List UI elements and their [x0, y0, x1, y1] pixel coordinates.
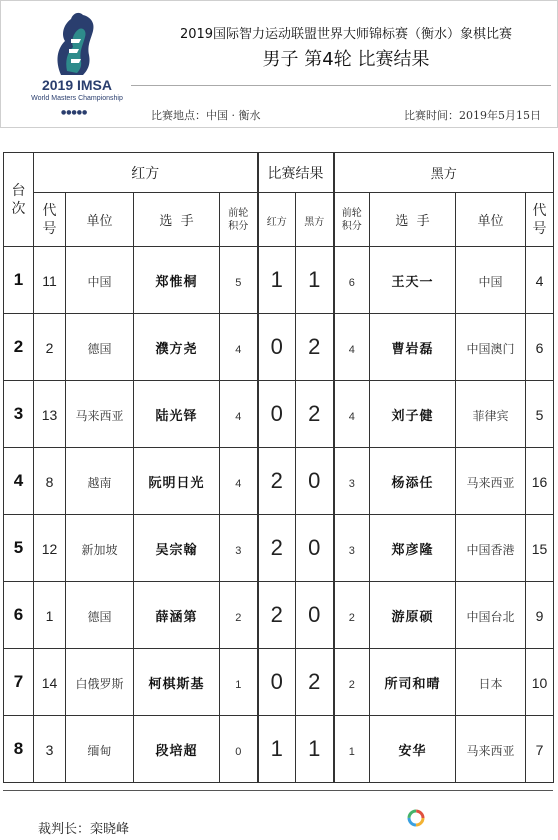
black-player-cell: [370, 448, 456, 515]
black-prev-points-cell: [334, 247, 370, 314]
table-row: [4, 649, 554, 716]
red-score: 0: [270, 334, 283, 359]
red-code-header: [34, 193, 66, 247]
red-player-cell: [134, 649, 220, 716]
black-player-cell: [370, 515, 456, 582]
board-number: 4: [13, 471, 24, 490]
red-unit: 德国: [87, 341, 112, 356]
black-code: 16: [531, 473, 548, 490]
board-number-cell: [4, 381, 34, 448]
table-row: [4, 582, 554, 649]
red-prev-points: 4: [235, 410, 242, 423]
black-player: 刘子健: [391, 408, 434, 424]
black-player: 曹岩磊: [391, 341, 434, 357]
black-unit-cell: [456, 381, 526, 448]
black-code: 9: [535, 607, 544, 624]
black-player: 杨添任: [391, 475, 434, 491]
red-unit-cell: [66, 448, 134, 515]
black-prev-points: 1: [348, 745, 355, 758]
results-table: [3, 152, 554, 783]
red-code: 3: [45, 741, 54, 758]
black-score-cell: [296, 314, 334, 381]
board-number-cell: [4, 448, 34, 515]
black-player: 所司和晴: [384, 676, 441, 692]
red-code: 14: [41, 674, 58, 691]
black-score-cell: [296, 649, 334, 716]
red-unit: 新加坡: [81, 542, 118, 557]
black-unit: 中国香港: [466, 542, 515, 557]
red-side-label: 红方: [131, 165, 160, 182]
black-score-cell: [296, 247, 334, 314]
black-player: 郑彦隆: [391, 542, 434, 558]
black-score: 0: [308, 535, 321, 560]
black-unit-header: [456, 193, 526, 247]
red-unit-cell: [66, 247, 134, 314]
red-code-cell: [34, 247, 66, 314]
board-number-cell: [4, 582, 34, 649]
black-unit-cell: [456, 649, 526, 716]
black-player-cell: [370, 716, 456, 783]
table-row: [4, 448, 554, 515]
watermark-icon: [406, 808, 426, 828]
red-code: 13: [41, 406, 58, 423]
red-score-cell: [258, 515, 296, 582]
black-score: 2: [308, 334, 321, 359]
black-code: 10: [531, 674, 548, 691]
red-points-label: 前轮积分: [228, 207, 249, 232]
black-prev-points: 3: [348, 477, 355, 490]
red-side-header: [34, 153, 258, 193]
black-prev-points-cell: [334, 649, 370, 716]
black-side-header: [334, 153, 554, 193]
black-score: 1: [308, 267, 321, 292]
black-player-cell: [370, 381, 456, 448]
red-unit-cell: [66, 314, 134, 381]
black-code-cell: [526, 649, 554, 716]
board-number: 3: [13, 404, 24, 423]
red-code: 2: [45, 339, 54, 356]
red-unit: 马来西亚: [75, 408, 124, 423]
red-unit: 缅甸: [87, 743, 112, 758]
red-player: 柯棋斯基: [148, 676, 205, 692]
black-code: 4: [535, 272, 544, 289]
black-unit: 马来西亚: [466, 743, 515, 758]
red-prev-points-cell: [220, 314, 258, 381]
black-prev-points-cell: [334, 582, 370, 649]
date-label: 比赛时间：2019年5月15日: [404, 109, 541, 122]
red-prev-points: 4: [235, 477, 242, 490]
red-score: 0: [270, 669, 283, 694]
table-row: [4, 314, 554, 381]
board-number: 2: [13, 337, 24, 356]
black-code-cell: [526, 381, 554, 448]
black-prev-points-cell: [334, 515, 370, 582]
red-player: 阮明日光: [148, 475, 205, 491]
black-unit-cell: [456, 582, 526, 649]
black-points-header: [334, 193, 370, 247]
board-number: 6: [13, 605, 24, 624]
black-prev-points-cell: [334, 314, 370, 381]
black-unit: 中国台北: [466, 609, 515, 624]
red-score-cell: [258, 448, 296, 515]
result-header: [258, 153, 334, 193]
red-prev-points: 4: [235, 343, 242, 356]
round-title: 男子 第4轮 比赛结果: [262, 49, 430, 70]
red-code: 1: [45, 607, 54, 624]
red-prev-points: 0: [235, 745, 242, 758]
header-row-columns: [4, 193, 554, 247]
black-code-cell: [526, 582, 554, 649]
black-prev-points-cell: [334, 448, 370, 515]
black-score-cell: [296, 515, 334, 582]
venue-label: 比赛地点：中国 · 衡水: [151, 109, 261, 122]
black-score: 0: [308, 602, 321, 627]
red-unit-header: [66, 193, 134, 247]
red-player-cell: [134, 314, 220, 381]
red-code-cell: [34, 448, 66, 515]
board-number-cell: [4, 247, 34, 314]
red-score: 2: [270, 535, 283, 560]
black-player: 安华: [398, 743, 427, 759]
black-prev-points: 2: [348, 611, 355, 624]
black-player-header: [370, 193, 456, 247]
black-code-cell: [526, 247, 554, 314]
red-code: 11: [42, 272, 57, 289]
black-points-label: 前轮积分: [341, 207, 362, 232]
black-prev-points-cell: [334, 381, 370, 448]
red-code: 12: [41, 540, 58, 557]
red-points-header: [220, 193, 258, 247]
red-player: 濮方尧: [155, 341, 198, 357]
red-code-cell: [34, 582, 66, 649]
red-player-cell: [134, 515, 220, 582]
red-score-cell: [258, 649, 296, 716]
red-score-cell: [258, 247, 296, 314]
red-score: 1: [270, 267, 283, 292]
black-code-label: 代号: [532, 202, 547, 237]
black-score: 2: [308, 401, 321, 426]
red-player-cell: [134, 716, 220, 783]
black-player-label: 选 手: [395, 214, 430, 229]
red-unit-cell: [66, 649, 134, 716]
red-unit-cell: [66, 381, 134, 448]
black-prev-points: 4: [348, 343, 355, 356]
board-number: 8: [13, 739, 24, 758]
black-prev-points: 6: [348, 276, 355, 289]
black-code: 7: [535, 741, 544, 758]
red-prev-points: 2: [235, 611, 242, 624]
red-player: 段培超: [155, 743, 198, 759]
black-unit: 中国: [478, 274, 503, 289]
horse-head-icon: [21, 9, 131, 79]
black-prev-points-cell: [334, 716, 370, 783]
red-unit-cell: [66, 582, 134, 649]
red-prev-points-cell: [220, 649, 258, 716]
red-prev-points-cell: [220, 582, 258, 649]
header-row-group: [4, 153, 554, 193]
black-score-cell: [296, 381, 334, 448]
table-row: [4, 247, 554, 314]
logo-subtitle: World Masters Championship: [31, 95, 123, 102]
red-result-label: 红方: [266, 217, 287, 228]
red-player-label: 选 手: [159, 214, 194, 229]
event-title: 2019国际智力运动联盟世界大师锦标赛（衡水）象棋比赛: [179, 27, 513, 42]
red-code-cell: [34, 649, 66, 716]
red-prev-points-cell: [220, 448, 258, 515]
black-score: 1: [308, 736, 321, 761]
board-number-cell: [4, 515, 34, 582]
black-unit-label: 单位: [477, 214, 504, 229]
black-prev-points: 4: [348, 410, 355, 423]
red-score: 2: [270, 602, 283, 627]
black-unit-cell: [456, 448, 526, 515]
table-row: [4, 716, 554, 783]
red-score-cell: [258, 314, 296, 381]
footer-divider: [3, 790, 553, 791]
black-score: 2: [308, 669, 321, 694]
red-prev-points: 5: [235, 276, 242, 289]
result-label: 比赛结果: [267, 165, 324, 182]
table-row: [4, 515, 554, 582]
black-player-cell: [370, 314, 456, 381]
black-player: 游原硕: [391, 609, 434, 625]
black-result-header: [296, 193, 334, 247]
red-player: 薛涵第: [155, 609, 198, 625]
red-player-cell: [134, 582, 220, 649]
red-player-cell: [134, 448, 220, 515]
red-prev-points-cell: [220, 515, 258, 582]
red-score-cell: [258, 582, 296, 649]
black-unit: 马来西亚: [466, 475, 515, 490]
board-number: 1: [13, 270, 24, 289]
red-code-cell: [34, 716, 66, 783]
logo-wordmark: 2019 IMSA: [41, 77, 113, 93]
red-prev-points-cell: [220, 716, 258, 783]
black-unit: 日本: [478, 676, 503, 691]
black-code: 5: [535, 406, 544, 423]
red-player: 陆光铎: [155, 408, 198, 424]
red-player-cell: [134, 381, 220, 448]
red-unit-cell: [66, 716, 134, 783]
board-header-label: 台次: [11, 182, 26, 217]
black-unit: 中国澳门: [466, 341, 515, 356]
red-unit: 德国: [87, 609, 112, 624]
sponsor-dots-icon: ●●●●●: [61, 109, 88, 116]
red-score-cell: [258, 716, 296, 783]
black-unit-cell: [456, 314, 526, 381]
red-code: 8: [45, 473, 54, 490]
black-player-cell: [370, 582, 456, 649]
red-score: 0: [270, 401, 283, 426]
red-player: 吴宗翰: [155, 542, 198, 558]
red-unit-label: 单位: [86, 214, 113, 229]
red-prev-points-cell: [220, 247, 258, 314]
black-unit-cell: [456, 515, 526, 582]
red-unit: 越南: [87, 475, 112, 490]
black-code-cell: [526, 515, 554, 582]
black-code: 6: [535, 339, 544, 356]
board-number: 5: [13, 538, 24, 557]
red-prev-points-cell: [220, 381, 258, 448]
red-prev-points: 3: [235, 544, 242, 557]
red-code-label: 代号: [42, 202, 57, 237]
red-score: 1: [270, 736, 283, 761]
black-unit: 菲律宾: [472, 408, 509, 423]
black-player: 王天一: [391, 274, 434, 290]
black-score-cell: [296, 448, 334, 515]
black-player-cell: [370, 649, 456, 716]
chief-referee: 裁判长：栾晓峰: [38, 822, 130, 837]
black-code-cell: [526, 314, 554, 381]
black-player-cell: [370, 247, 456, 314]
board-number-cell: [4, 716, 34, 783]
red-player-cell: [134, 247, 220, 314]
black-code-cell: [526, 448, 554, 515]
header-divider: [131, 85, 551, 86]
board-number-cell: [4, 649, 34, 716]
document-header: [0, 0, 558, 128]
black-prev-points: 2: [348, 678, 355, 691]
red-code-cell: [34, 314, 66, 381]
black-result-label: 黑方: [304, 217, 325, 228]
black-code-header: [526, 193, 554, 247]
black-unit-cell: [456, 716, 526, 783]
black-score-cell: [296, 716, 334, 783]
red-code-cell: [34, 381, 66, 448]
red-player-header: [134, 193, 220, 247]
red-score: 2: [270, 468, 283, 493]
red-result-header: [258, 193, 296, 247]
black-code: 15: [531, 540, 548, 557]
black-score-cell: [296, 582, 334, 649]
board-number: 7: [13, 672, 24, 691]
black-code-cell: [526, 716, 554, 783]
black-side-label: 黑方: [430, 167, 457, 182]
red-prev-points: 1: [235, 678, 242, 691]
black-score: 0: [308, 468, 321, 493]
red-code-cell: [34, 515, 66, 582]
red-score-cell: [258, 381, 296, 448]
board-number-cell: [4, 314, 34, 381]
red-unit: 中国: [87, 274, 112, 289]
results-body: [4, 247, 554, 783]
black-unit-cell: [456, 247, 526, 314]
red-unit-cell: [66, 515, 134, 582]
red-unit: 白俄罗斯: [75, 676, 124, 691]
board-header: [4, 153, 34, 247]
table-row: [4, 381, 554, 448]
red-player: 郑惟桐: [155, 274, 198, 290]
black-prev-points: 3: [348, 544, 355, 557]
imsa-logo: [21, 9, 131, 121]
